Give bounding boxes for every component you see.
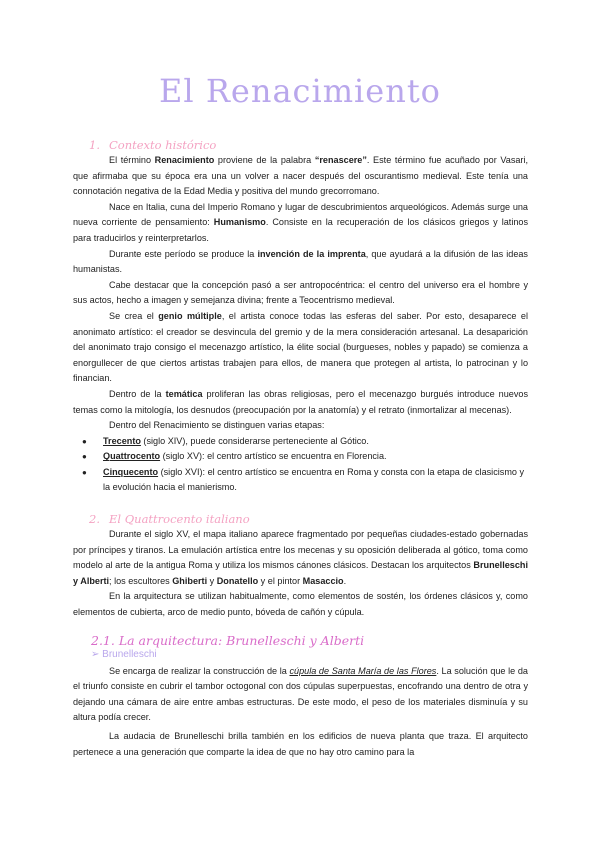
subsubsection-heading: ➢ Brunelleschi [91,648,157,660]
paragraph: En la arquitectura se utilizan habitualmente, como elementos de sostén, los órdenes clásicos y, como elementos de cubierta, arco de medio punto, bóveda de cañón y cúpula. [73,591,528,618]
section-number: 1. [89,138,100,152]
list-item: ● Quattrocento (siglo XV): el centro artístico se encuentra en Florencia. [73,449,528,465]
section-title: Contexto histórico [109,138,217,152]
document-body [73,138,528,760]
section-heading-1 [89,138,528,153]
document-title: El Renacimiento [159,72,441,110]
bullet-list [73,434,528,496]
paragraph: Se crea el genio múltiple, el artista conoce todas las esferas del saber. Por esto, desaparece el anonimato artístico: el creador se desvincula del gremio y de la mera consideración artesanal. La desaparición del anonimato trajo consigo el mecenazgo artístico, la élite social (burgueses, nobles y papado) se comienza a enorgullecer de que ciertos artistas trabajen para ellos, de manera que protegen al artista, lo patrocinan y lo financian. [73,310,528,384]
paragraph: Nace en Italia, cuna del Imperio Romano y lugar de descubrimientos arqueológicos. Además surge una nueva corriente de pensamiento: Humanismo. Consiste en la recuperación de los clásicos griegos y latinos para traducirlos y reinterpretarlos. [73,201,528,243]
section-heading-2 [89,512,528,527]
paragraph: Dentro del Renacimiento se distinguen varias etapas: [109,420,325,431]
paragraph: El término Renacimiento proviene de la palabra “renascere”. Este término fue acuñado por Vasari, que afirmaba que su época era una un volver a nacer después del oscurantismo medieval. Este tenía una connotación negativa de la Edad Media y positiva del mundo grecorromano. [73,155,528,197]
section-title: El Quattrocento italiano [109,512,250,527]
paragraph: Se encarga de realizar la construcción de la cúpula de Santa María de las Flores. La solución que le da el triunfo consiste en cubrir el tambor octogonal con dos cúpulas superpuestas, encofrando una dentro de otra y dejando una cámara de aire entre ambas estructuras. De este modo, el peso de los materiales disminuía y su altura podía crecer. [73,665,528,723]
paragraph: La audacia de Brunelleschi brilla también en los edificios de nueva planta que traza. El arquitecto pertenece a una generación que comparte la idea de que no hay otro camino para la [73,731,528,757]
list-item: ● Cinquecento (siglo XVI): el centro artístico se encuentra en Roma y consta con la etapa de clasicismo y la evolución hacia el manierismo. [73,465,528,496]
section-number: 2. [89,512,100,527]
list-item: ● Trecento (siglo XIV), puede considerarse perteneciente al Gótico. [73,434,528,450]
paragraph: Cabe destacar que la concepción pasó a ser antropocéntrica: el centro del universo era el hombre y sus actos, hecho a imagen y semejanza divina; frente a Teocentrismo medieval. [73,279,528,306]
subsection-heading: 2.1. La arquitectura: Brunelleschi y Alberti [91,632,365,648]
paragraph: Durante el siglo XV, el mapa italiano aparece fragmentado por pequeñas ciudades-estado gobernadas por príncipes y tiranos. La emulación artística entre los mecenas y su oposición deliberada al gótico, toma como modelo al arte de la antigua Roma y utiliza los mismos cánones clásicos. Destacan los arquitectos Brunelleschi y Alberti; los escultores Ghiberti y Donatello y el pintor Masaccio. [73,529,528,586]
paragraph: Dentro de la temática proliferan las obras religiosas, pero el mecenazgo burgués introduce nuevos temas como la mitología, los desnudos (preocupación por la anatomía) y el retrato (inmortalizar al mecenas). [73,388,528,415]
paragraph: Durante este período se produce la invención de la imprenta, que ayudará a la difusión de las ideas humanistas. [73,248,528,275]
